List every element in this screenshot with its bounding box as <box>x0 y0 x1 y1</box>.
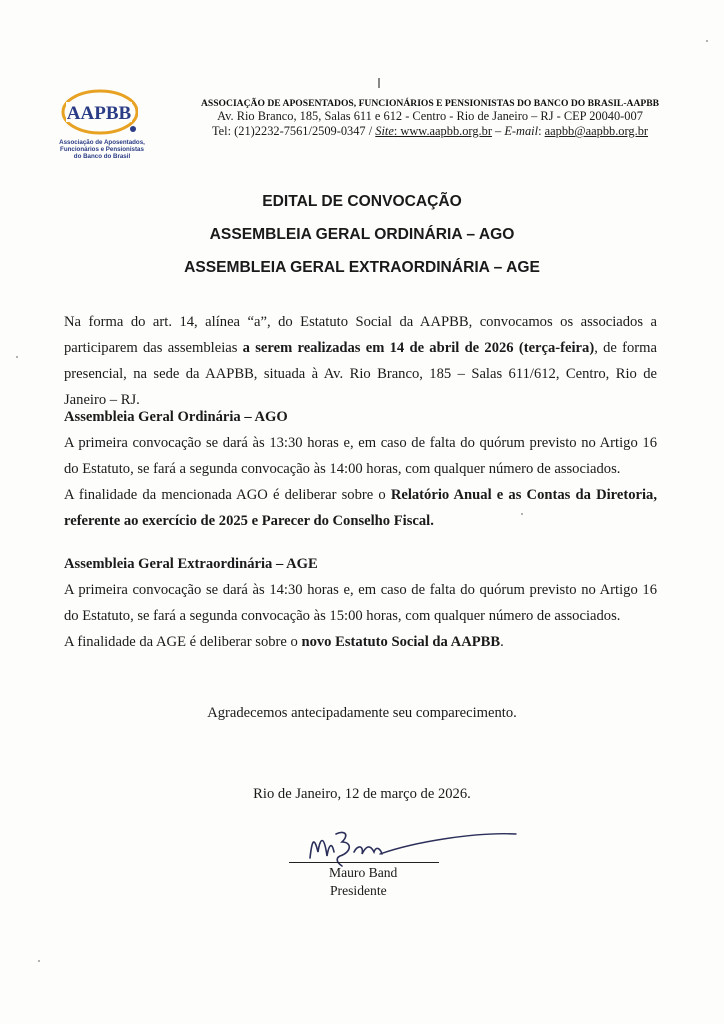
thanks-text: Agradecemos antecipadamente seu comparecimento. <box>207 705 517 721</box>
place-date: Rio de Janeiro, 12 de março de 2026. <box>253 786 471 802</box>
letterhead <box>170 98 690 139</box>
org-name: ASSOCIAÇÃO DE APOSENTADOS, FUNCIONÁRIOS E PENSIONISTAS DO BANCO DO BRASIL-AAPBB <box>200 98 660 109</box>
scan-speck <box>706 40 708 42</box>
ago-convocation: A primeira convocação se dará às 13:30 horas e, em caso de falta do quórum previsto no Artigo 16 do Estatuto, se fará a segunda convocação às 14:00 horas, com qualquer número de associados. <box>64 435 657 477</box>
site-link[interactable]: : www.aapbb.org.br <box>393 124 492 138</box>
title-edital: EDITAL DE CONVOCAÇÃO <box>262 193 462 210</box>
org-contacts <box>170 124 690 139</box>
intro-text-end: , de forma presencial, na sede da AAPBB, situada à Av. Rio Branco, 185 – Salas 611/612, Centro, Rio de Janeiro – RJ. <box>64 340 657 408</box>
age-section <box>64 551 657 655</box>
logo-caption-line: do Banco do Brasil <box>73 153 131 160</box>
logo-caption <box>52 139 152 160</box>
scan-speck <box>521 513 523 515</box>
age-purpose-subject: novo Estatuto Social da AAPBB <box>301 634 501 650</box>
email-label: – E-mail <box>491 124 539 138</box>
logo-mark-text: AAPBB <box>66 103 132 124</box>
email-sep: : <box>538 124 545 138</box>
ago-section <box>64 404 657 534</box>
age-title: Assembleia Geral Extraordinária – AGE <box>64 556 318 572</box>
signer-role: Presidente <box>330 883 387 898</box>
ago-purpose: A finalidade da mencionada AGO é deliberar sobre o <box>64 487 391 503</box>
signature-line <box>289 862 439 863</box>
scan-speck <box>16 356 18 358</box>
age-purpose: A finalidade da AGE é deliberar sobre o <box>64 634 302 650</box>
aapbb-logo <box>52 88 152 168</box>
ago-purpose-subject: Relatório Anual e as Contas da Diretoria, referente ao exercício de 2025 e Parecer do Conselho Fiscal. <box>64 487 657 529</box>
age-convocation: A primeira convocação se dará às 14:30 horas e, em caso de falta do quórum previsto no Artigo 16 do Estatuto, se fará a segunda convocação às 15:00 horas, com qualquer número de associados. <box>64 582 657 624</box>
org-address: Av. Rio Branco, 185, Salas 611 e 612 - Centro - Rio de Janeiro – RJ - CEP 20040-007 <box>217 109 643 123</box>
title-ago: ASSEMBLEIA GERAL ORDINÁRIA – AGO <box>209 226 515 243</box>
org-tel: Tel: (21)2232-7561/2509-0347 / <box>211 124 376 138</box>
scan-mark <box>378 78 380 88</box>
signer-name: Mauro Band <box>329 865 398 880</box>
scan-speck <box>38 960 40 962</box>
email-link[interactable]: aapbb@aapbb.org.br <box>544 124 649 138</box>
intro-text: Na forma do art. 14, alínea “a”, do Estatuto Social da AAPBB, convocamos os associados a participarem das assembleias <box>64 314 657 356</box>
aapbb-logo-mark <box>60 88 138 138</box>
ago-title: Assembleia Geral Ordinária – AGO <box>64 409 288 425</box>
logo-caption-line: Funcionários e Pensionistas <box>60 146 144 153</box>
age-purpose-end: . <box>500 634 504 650</box>
document-titles <box>0 191 724 290</box>
intro-paragraph <box>64 309 657 413</box>
handwritten-signature <box>284 822 524 878</box>
intro-date: a serem realizadas em 14 de abril de 2026 (terça-feira) <box>242 340 595 356</box>
logo-caption-line: Associação de Aposentados, <box>59 139 145 146</box>
site-label: Site <box>375 124 394 138</box>
title-age: ASSEMBLEIA GERAL EXTRAORDINÁRIA – AGE <box>184 259 540 276</box>
